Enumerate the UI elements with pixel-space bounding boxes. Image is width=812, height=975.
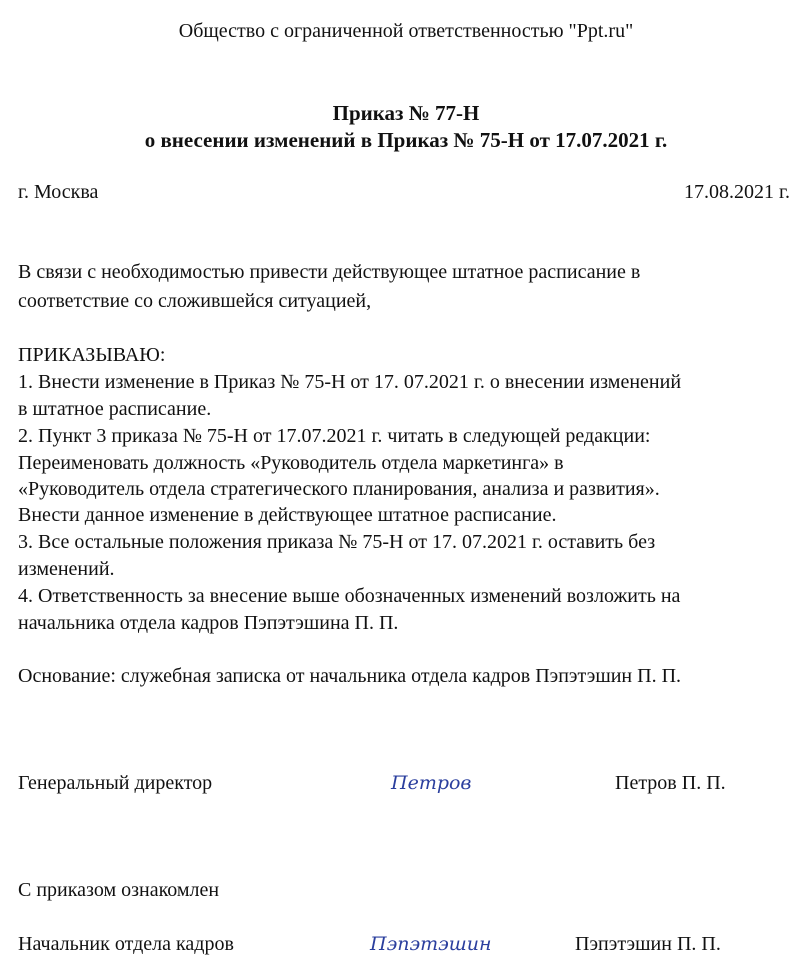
order-item-line: 4. Ответственность за внесение выше обозначенных изменений возложить на <box>18 585 681 607</box>
hr-signature: Пэпэтэшин <box>370 933 492 955</box>
order-keyword: ПРИКАЗЫВАЮ: <box>18 344 166 366</box>
order-item-line: 2. Пункт 3 приказа № 75-Н от 17.07.2021 г. читать в следующей редакции: <box>18 425 651 447</box>
order-title: Приказ № 77-Н <box>332 101 480 125</box>
order-basis: Основание: служебная записка от начальника отдела кадров Пэпэтэшин П. П. <box>18 665 682 687</box>
hr-name: Пэпэтэшин П. П. <box>575 933 721 955</box>
order-item-line: 1. Внести изменение в Приказ № 75-Н от 17. 07.2021 г. о внесении изменений <box>18 371 682 393</box>
order-item-line: «Руководитель отдела стратегического планирования, анализа и развития». <box>18 478 660 500</box>
order-item-line: 3. Все остальные положения приказа № 75-Н от 17. 07.2021 г. оставить без <box>18 531 656 553</box>
company-name: Общество с ограниченной ответственностью "Ppt.ru" <box>178 20 634 42</box>
order-subtitle: о внесении изменений в Приказ № 75-Н от 17.07.2021 г. <box>144 128 668 152</box>
order-item-line: в штатное расписание. <box>18 398 212 420</box>
director-name: Петров П. П. <box>615 772 726 794</box>
order-city: г. Москва <box>18 181 99 203</box>
acknowledgement-label: С приказом ознакомлен <box>18 879 220 901</box>
order-item-line: Переименовать должность «Руководитель отдела маркетинга» в <box>18 452 564 474</box>
hr-role: Начальник отдела кадров <box>18 933 234 955</box>
preamble-line: В связи с необходимостью привести действующее штатное расписание в <box>18 261 641 283</box>
director-role: Генеральный директор <box>18 772 213 794</box>
order-date: 17.08.2021 г. <box>684 181 790 203</box>
preamble-line: соответствие со сложившейся ситуацией, <box>18 290 372 312</box>
order-item-line: Внести данное изменение в действующее штатное расписание. <box>18 504 557 526</box>
order-item-line: начальника отдела кадров Пэпэтэшина П. П. <box>18 612 399 634</box>
director-signature: Петров <box>391 772 472 794</box>
order-item-line: изменений. <box>18 558 115 580</box>
